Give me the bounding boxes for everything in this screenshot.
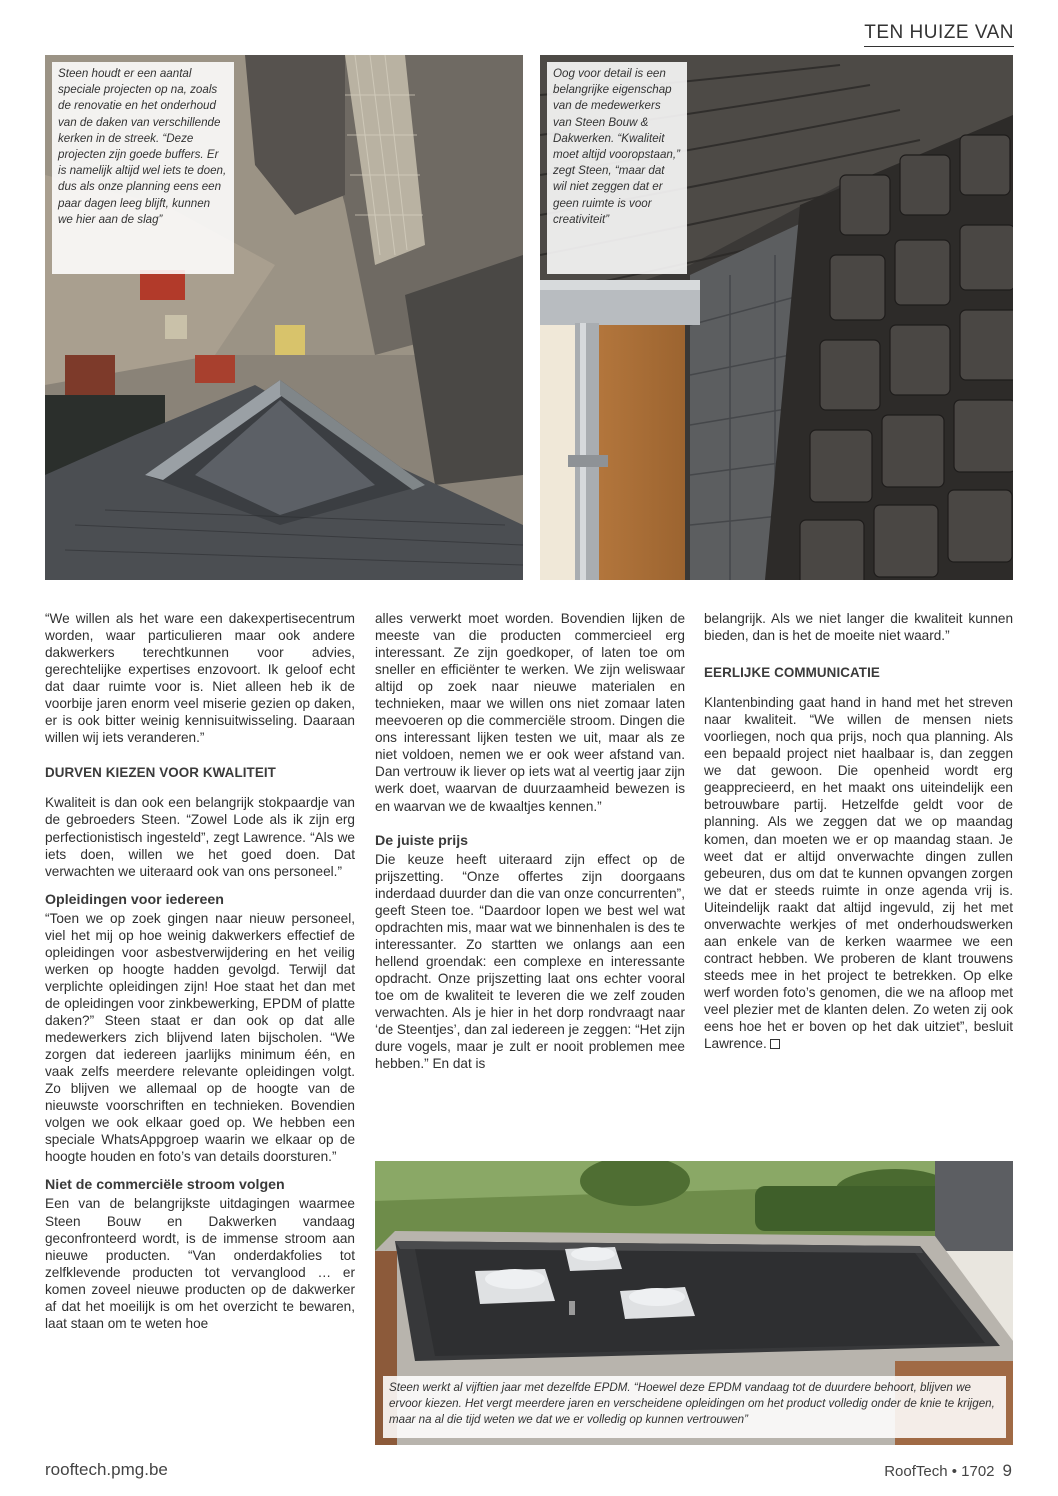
page-number: 9 [1002,1461,1012,1480]
heading-communicatie: EERLIJKE COMMUNICATIE [704,665,880,681]
paragraph-prijs: Die keuze heeft uiteraard zijn effect op de prijszetting. “Onze offertes zijn doorgaans inderdaad duurder dan die van onze concurrenten”, geeft Steen toe. “Daardoor lopen we best wel wat opdrachten mis, maar wat we binnenhalen is des te interessanter. Zo startten we onlangs aan een hellend groendak: een complexe en interessante opdracht. Onze prijszetting laat ons echter vooral toe om de kwaliteit te leveren die we zelf zouden verwachten. Als je hier in het dorp rondvraagt naar ‘de Steentjes’, dan zal iedereen je zeggen: “Het zijn dure vogels, maar je zult er nooit problemen mee hebben.” En dat is [375,851,685,1072]
caption-church-projects: Steen houdt er een aantal speciale projecten op na, zoals de renovatie en het onderhoud van de daken van verschillende kerken in de streek. “Deze projecten zijn goede buffers. Er is namelijk altijd wel iets te doen, dus als onze planning eens een paar dagen leeg blijft, kunnen we hier aan de slag” [52,62,234,274]
article-column-3 [704,610,1013,1052]
caption-epdm: Steen werkt al vijftien jaar met dezelfde EPDM. “Hoewel deze EPDM vandaag tot de duurdere behoort, blijven we ervoor kiezen. Het vergt meerdere jaren en verscheidene opleidingen om het product volledig onder de knie te krijgen, maar na al die tijd weten we dat we er volledig op kunnen vertrouwen” [383,1376,1006,1438]
heading-kwaliteit: DURVEN KIEZEN VOOR KWALITEIT [45,765,276,781]
footer-magazine-issue: RoofTech • 1702 [884,1463,995,1480]
subheading-opleidingen: Opleidingen voor iedereen [45,891,224,908]
footer-magazine-info [884,1461,1012,1481]
subheading-commerciele-stroom: Niet de commerciële stroom volgen [45,1177,285,1194]
paragraph-communicatie: Klantenbinding gaat hand in hand met het streven naar kwaliteit. “We willen de mensen niets voorliegen, noch qua prijs, noch qua planning. Als een bepaald project niet haalbaar is, dan zeggen we dat gewoon. Die openheid wordt erg geapprecieerd, en het maakt ons uiteindelijk een betrouwbare partij. Hetzelfde geldt voor de planning. Als we zeggen dat we op maandag komen, dan moeten we er op maandag staan. Je weet dat er altijd onverwachte dingen zullen gebeuren, dus om dat te kunnen opvangen zorgen we dat er steeds ruimte in onze agenda vrij is. Uiteindelijk raakt dat altijd ingevuld, zij het met onverwachte werkjes of met onderhoudswerken aan enkele van de kerken waarmee we een contract hebben. We proberen de klant trouwens steeds mee in het project te betrekken. Op elke werf worden foto’s genomen, die we na afloop met veel plezier met de klanten delen. Zo weten zij ook eens hoe het er boven op het dak uitziet”, besluit Lawrence. [704,695,1013,1052]
paragraph-stroom-b: alles verwerkt moet worden. Bovendien lijken de meeste van die producten commercieel erg interessant. Ze zijn goedkoper, of laten toe om sneller en efficiënter te werken. We zijn weliswaar altijd op zoek naar nieuwe materialen en technieken, maar we willen ons niet zomaar laten meevoeren op die commerciële stroom. Dingen die ons interessant lijken testen we uit, maar als ze niet voldoen, nemen we er ook weer afstand van. Dan vertrouw ik liever op iets wat al veertig jaar zijn werk doet, waarvan de duurzaamheid bewezen is en waarvan we de kwaaltjes kennen.” [375,611,685,814]
paragraph-prijs-end: belangrijk. Als we niet langer die kwaliteit kunnen bieden, dan is het de moeite niet waard.” [704,611,1013,644]
article-column-2 [375,610,685,1072]
subheading-juiste-prijs: De juiste prijs [375,832,469,849]
footer-website-url[interactable]: rooftech.pmg.be [45,1460,168,1479]
section-tag: TEN HUIZE VAN [864,22,1014,47]
paragraph-stroom-a: Een van de belangrijkste uitdagingen waarmee Steen Bouw en Dakwerken vandaag geconfronteerd wordt, is de immense stroom aan nieuwe producten. “Van onderdakfolies tot zelfklevende producten tot vervanglood … er komen zoveel nieuwe producten op de dakwerker af dat het moeilijk is om het overzicht te bewaren, laat staan om te weten hoe [45,1196,355,1331]
end-of-article-icon [770,1039,780,1049]
paragraph-opleidingen: “Toen we op zoek gingen naar nieuw personeel, viel het mij op hoe weinig dakwerkers effectief de opleidingen voor asbestverwijdering en het veilig werken op hoogte hadden gevolgd. Terwijl dat verplichte opleidingen zijn! Hoe staat het dan met de opleidingen voor zinkbewerking, EPDM of platte daken?” Steen staat er dan ook op dat alle medewerkers zich blijvend laten bijscholen. “We zorgen dat iedereen jaarlijks minimum één, en vaak zelfs meerdere relevante opleidingen volgt. Zo blijven we allemaal op de hoogte van de nieuwste voorschriften en technieken. Bovendien volgen we ook elkaar goed op. We hebben een speciale WhatsAppgroep waarin we elkaar op de hoogte houden en foto’s van details doorsturen.” [45,910,355,1165]
article-column-1 [45,610,355,1332]
paragraph-kwaliteit: Kwaliteit is dan ook een belangrijk stokpaardje van de gebroeders Steen. “Zowel Lode als ik zijn erg perfectionistisch ingesteld”, zegt Lawrence. “Als we iets doen, willen we het goed doen. Dat verwachten we uiteraard ook van ons personeel.” [45,795,355,879]
caption-detail-quality: Oog voor detail is een belangrijke eigenschap van de medewerkers van Steen Bouw & Dakwerken. “Kwaliteit moet altijd vooropstaan,” zegt Steen, “maar dat wil niet zeggen dat er geen ruimte is voor creativiteit” [547,62,687,274]
paragraph-intro: “We willen als het ware een dakexpertisecentrum worden, waar particulieren maar ook andere dakwerkers terechtkunnen voor advies, gerechtelijke expertises enzovoort. Ik geloof echt dat daar ruimte voor is. Niet alleen heb ik de voorbije jaren enorm veel miserie gezien op daken, er is ook bitter weinig kennisuitwisseling. Daaraan willen wij iets veranderen.” [45,611,355,746]
